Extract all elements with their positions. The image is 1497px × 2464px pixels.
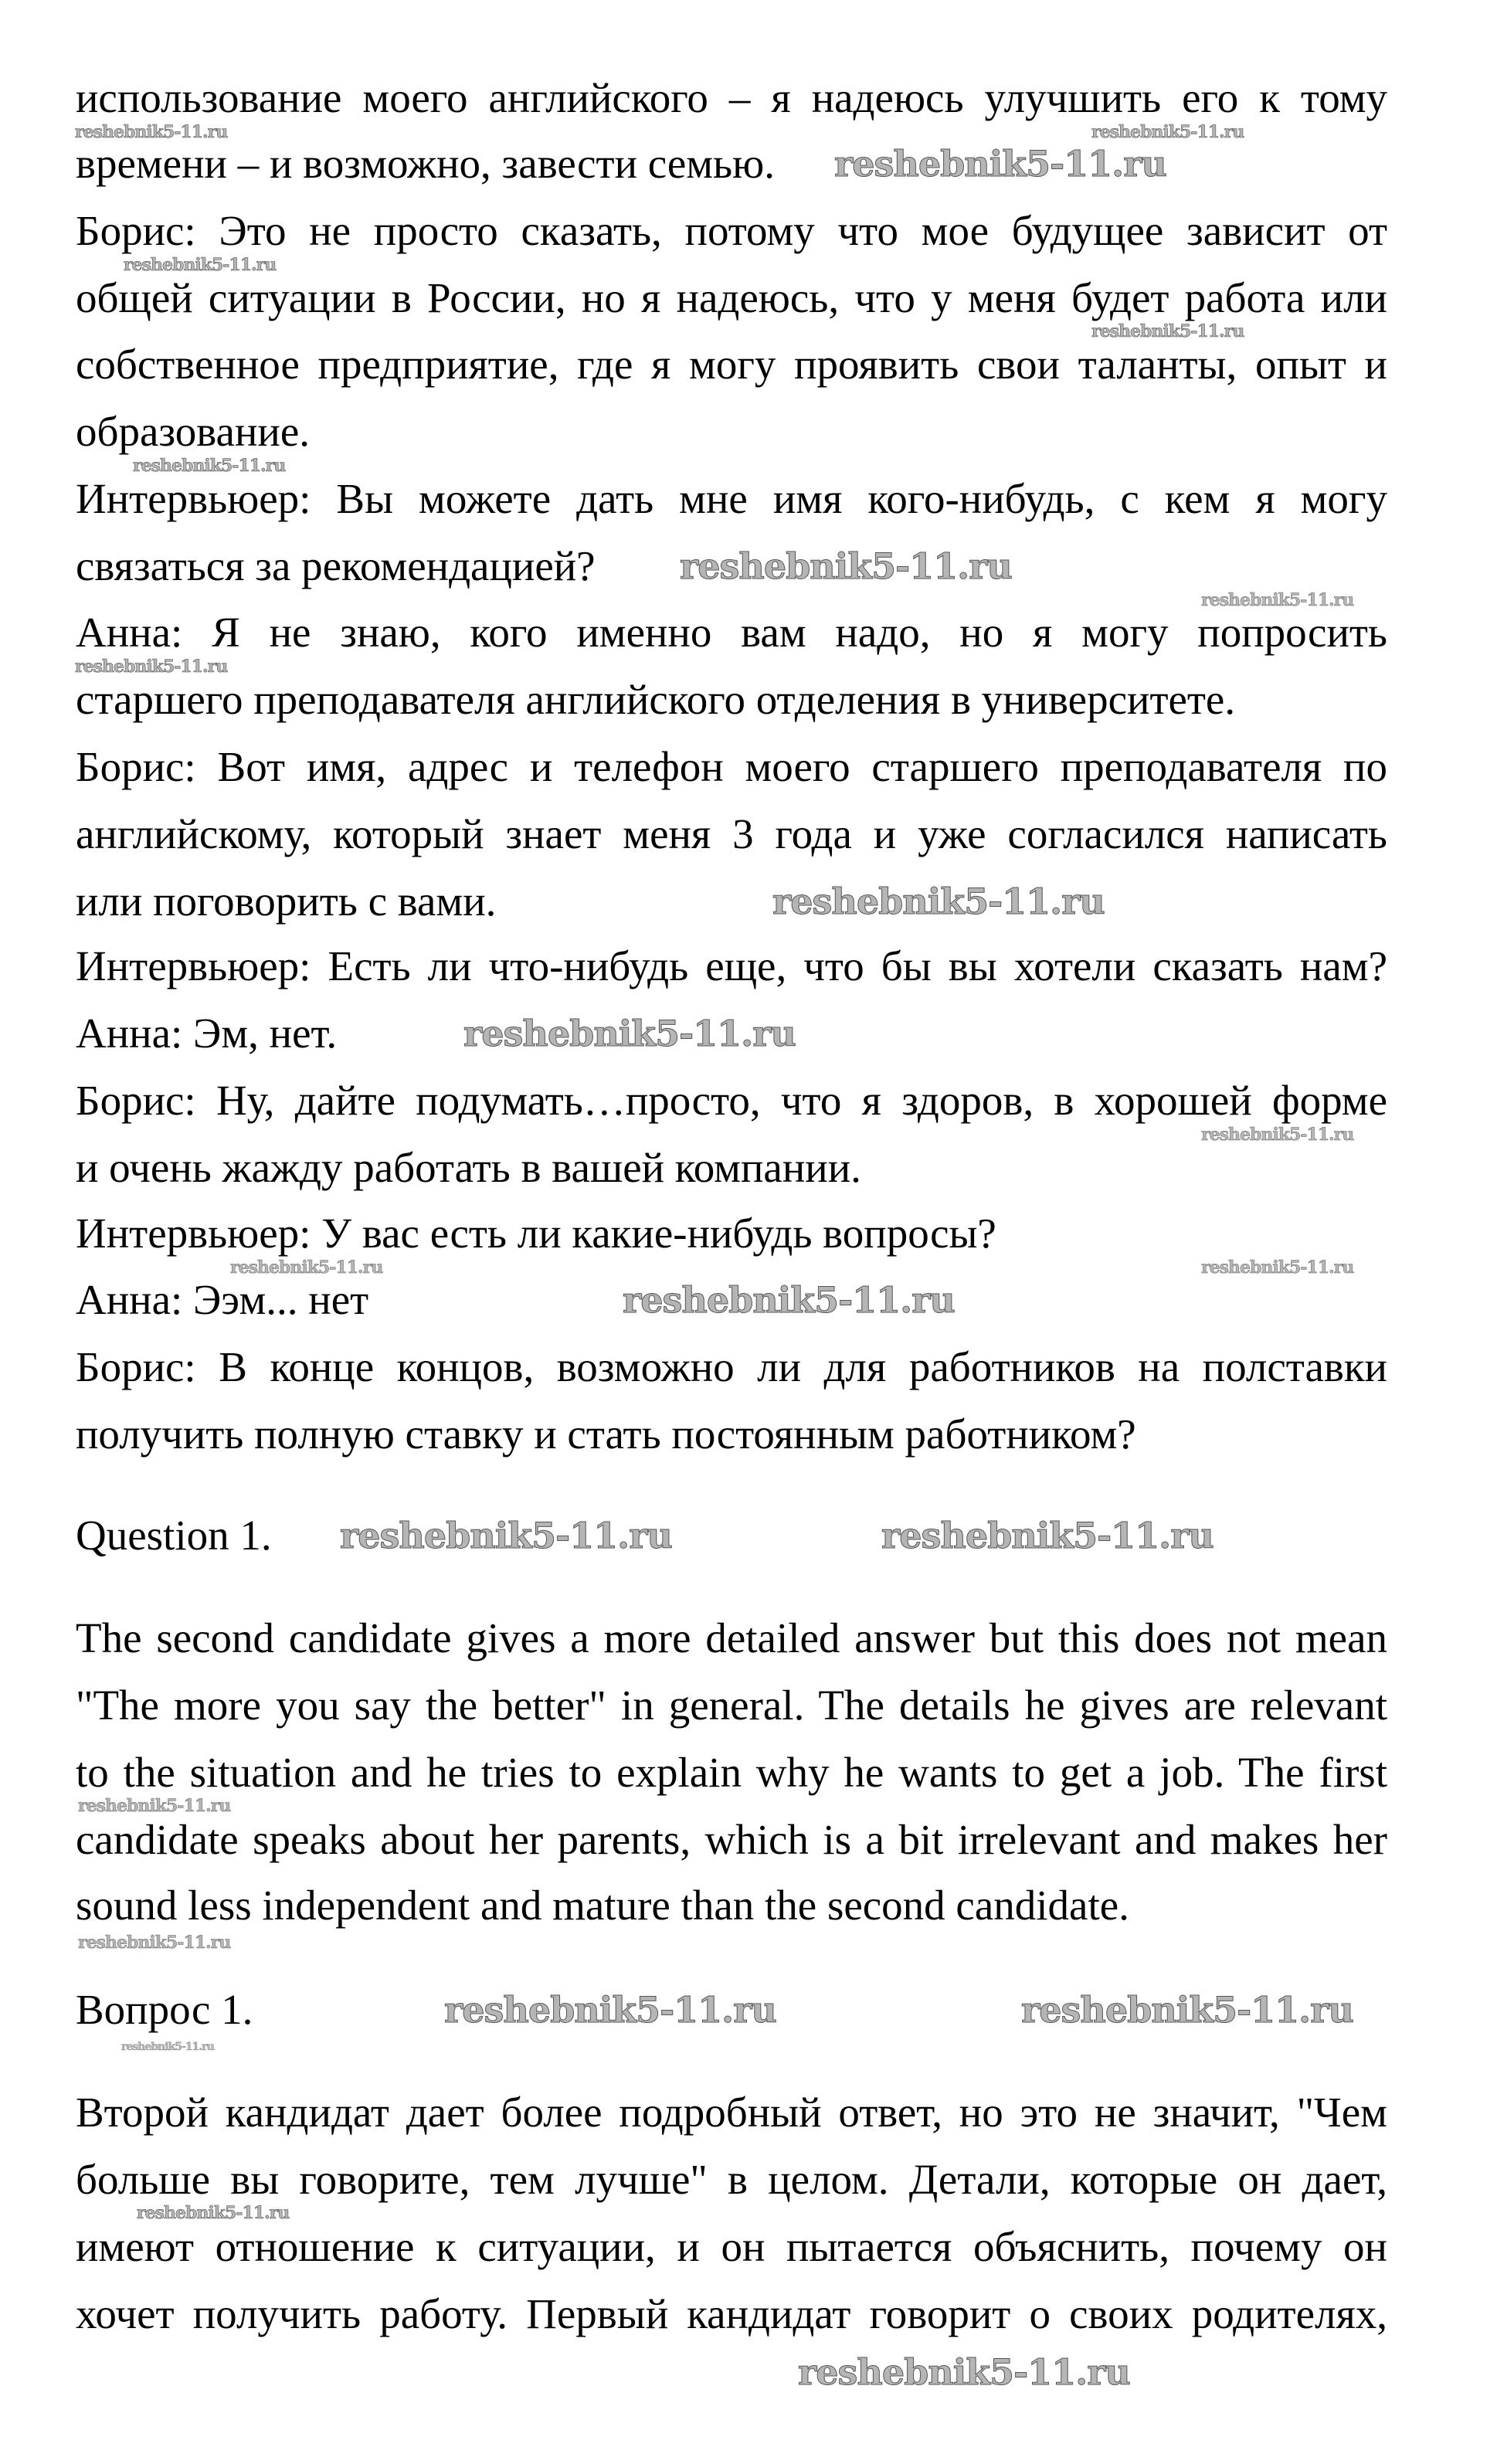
watermark: reshebnik5-11.ru — [133, 456, 286, 476]
text-line: Борис: В конце концов, возможно ли для работников на полставки — [76, 1343, 1387, 1390]
watermark: reshebnik5-11.ru — [1021, 1989, 1353, 2031]
text-line: связаться за рекомендацией? — [76, 542, 596, 589]
text-line: общей ситуации в России, но я надеюсь, что у меня будет работа или — [76, 274, 1387, 321]
watermark: reshebnik5-11.ru — [1201, 1125, 1354, 1145]
answer-line: sound less independent and mature than the second candidate. — [76, 1882, 1129, 1929]
text-line: Интервьюер: У вас есть ли какие-нибудь вопросы? — [76, 1210, 996, 1257]
watermark: reshebnik5-11.ru — [623, 1279, 955, 1321]
watermark: reshebnik5-11.ru — [78, 1796, 231, 1816]
watermark: reshebnik5-11.ru — [1201, 590, 1354, 610]
watermark: reshebnik5-11.ru — [444, 1989, 776, 2031]
watermark: reshebnik5-11.ru — [137, 2203, 290, 2223]
text-line: английскому, который знает меня 3 года и уже согласился написать — [76, 810, 1387, 857]
watermark: reshebnik5-11.ru — [881, 1515, 1214, 1556]
watermark: reshebnik5-11.ru — [834, 143, 1166, 185]
answer-line: имеют отношение к ситуации, и он пытается объяснить, почему он — [76, 2223, 1387, 2270]
watermark: reshebnik5-11.ru — [230, 1257, 383, 1278]
text-line: Анна: Ээм... нет — [76, 1276, 369, 1323]
text-line: Борис: Это не просто сказать, потому что мое будущее зависит от — [76, 207, 1387, 254]
text-line: получить полную ставку и стать постоянным работником? — [76, 1410, 1136, 1458]
watermark: reshebnik5-11.ru — [1091, 321, 1244, 341]
watermark: reshebnik5-11.ru — [1091, 122, 1244, 142]
answer-line: больше вы говорите, тем лучше" в целом. Детали, которые он дает, — [76, 2156, 1387, 2203]
watermark: reshebnik5-11.ru — [121, 2041, 214, 2053]
text-line: Интервьюер: Вы можете дать мне имя кого-нибудь, с кем я могу — [76, 475, 1387, 522]
watermark: reshebnik5-11.ru — [772, 881, 1105, 922]
text-line: образование. — [76, 408, 310, 455]
watermark: reshebnik5-11.ru — [680, 545, 1012, 587]
text-line: использование моего английского – я надеюсь улучшить его к тому — [76, 74, 1387, 121]
watermark: reshebnik5-11.ru — [463, 1013, 796, 1054]
text-line: Анна: Эм, нет. — [76, 1010, 338, 1057]
question-heading: Question 1. — [76, 1512, 272, 1559]
text-line: и очень жажду работать в вашей компании. — [76, 1144, 861, 1191]
answer-line: candidate speaks about her parents, which is a bit irrelevant and makes her — [76, 1816, 1387, 1863]
text-line: собственное предприятие, где я могу проявить свои таланты, опыт и — [76, 341, 1387, 388]
text-line: старшего преподавателя английского отделения в университете. — [76, 676, 1236, 723]
text-line: Борис: Вот имя, адрес и телефон моего старшего преподавателя по — [76, 743, 1387, 790]
watermark: reshebnik5-11.ru — [124, 255, 277, 275]
watermark: reshebnik5-11.ru — [340, 1515, 672, 1556]
watermark: reshebnik5-11.ru — [75, 122, 228, 142]
text-line: Анна: Я не знаю, кого именно вам надо, но я могу попросить — [76, 609, 1387, 656]
question-heading: Вопрос 1. — [76, 1986, 253, 2033]
answer-line: Второй кандидат дает более подробный ответ, но это не значит, "Чем — [76, 2089, 1387, 2136]
answer-line: "The more you say the better" in general. The details he gives are relevant — [76, 1682, 1387, 1729]
answer-line: to the situation and he tries to explain why he wants to get a job. The first — [76, 1749, 1387, 1796]
watermark: reshebnik5-11.ru — [1201, 1257, 1354, 1278]
text-line: или поговорить с вами. — [76, 877, 497, 925]
text-line: Борис: Ну, дайте подумать…просто, что я здоров, в хорошей форме — [76, 1077, 1387, 1124]
answer-line: The second candidate gives a more detailed answer but this does not mean — [76, 1614, 1387, 1661]
text-line: Интервьюер: Есть ли что-нибудь еще, что бы вы хотели сказать нам? — [76, 942, 1387, 989]
watermark: reshebnik5-11.ru — [75, 657, 228, 677]
text-line: времени – и возможно, завести семью. — [76, 140, 775, 187]
watermark: reshebnik5-11.ru — [78, 1933, 231, 1953]
watermark: reshebnik5-11.ru — [798, 2351, 1130, 2393]
answer-line: хочет получить работу. Первый кандидат говорит о своих родителях, — [76, 2290, 1387, 2337]
